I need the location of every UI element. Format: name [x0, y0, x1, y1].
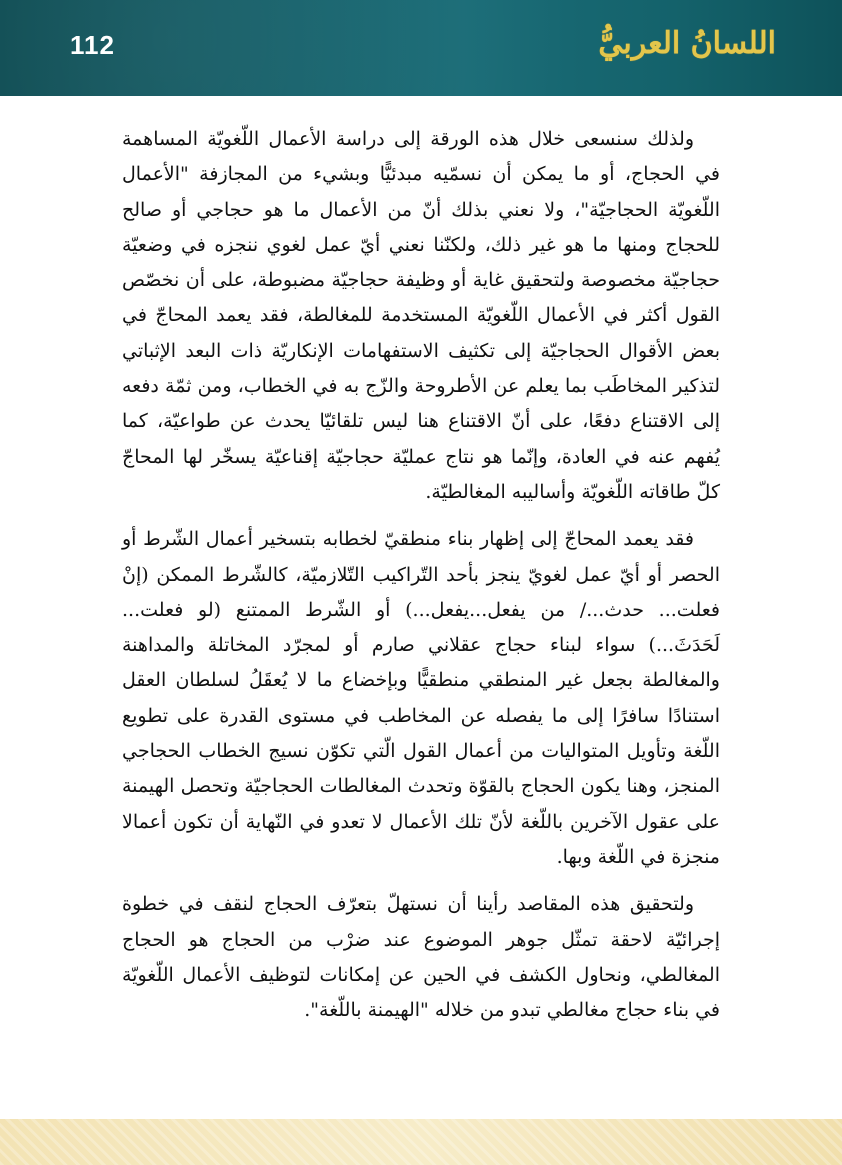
page-number: 112	[70, 30, 115, 60]
paragraph-3: ولتحقيق هذه المقاصد رأينا أن نستهلّ بتعرّف الحجاج لنقف في خطوة إجرائيّة لاحقة تمثّل جوهر الموضوع عند ضرْب من الحجاج هو الحجاج المغالطي، ونحاول الكشف في الحين عن إمكانات لتوظيف الأعمال اللّغويّة في بناء حجاج مغالطي تبدو من خلاله "الهيمنة باللّغة".	[122, 893, 720, 1022]
page-footer-band	[0, 1119, 842, 1165]
page-header	[0, 0, 842, 96]
paragraph-2: فقد يعمد المحاجّ إلى إظهار بناء منطقيّ لخطابه بتسخير أعمال الشّرط أو الحصر أو أيّ عمل لغويّ ينجز بأحد التّراكيب التّلازميّة، كالشّرط الممكن (إنْ فعلت... حدث.../ من يفعل...يفعل...) أو الشّرط الممتنع (لو فعلت... لَحَدَثَ...) سواء لبناء حجاج عقلاني صارم أو لمجرّد المخاتلة والمداهنة والمغالطة بجعل غير المنطقي منطقيًّا وبإخضاع ما لا يُعقَلُ لسلطان العقل استنادًا سافرًا إلى ما يفصله عن المخاطب في مستوى القدرة على تطويع اللّغة وتأويل المتواليات من أعمال القول الّتي تكوّن نسيج الخطاب الحجاجي المنجز، وهنا يكون الحجاج بالقوّة وتحدث المغالطات الحجاجيّة وتحصل الهيمنة على عقول الآخرين باللّغة لأنّ تلك الأعمال لا تعدو في النّهاية أن تكون أعمالا منجزة في اللّغة وبها.	[122, 528, 720, 868]
journal-logo: اللسانُ العربيُّ	[598, 26, 776, 61]
article-body	[122, 122, 720, 1040]
paragraph-1: ولذلك سنسعى خلال هذه الورقة إلى دراسة الأعمال اللّغويّة المساهمة في الحجاج، أو ما يمكن أن نسمّيه مبدئيًّا وبشيء من المجازفة "الأعمال اللّغويّة الحجاجيّة"، ولا نعني بذلك أنّ من الأعمال ما هو حجاجي أو صالح للحجاج ومنها ما هو غير ذلك، ولكنّنا نعني أيّ عمل لغوي ننجزه في وضعيّة حجاجيّة مخصوصة ولتحقيق غاية أو وظيفة حجاجيّة مضبوطة، على أن نخصّص القول أكثر في الأعمال اللّغويّة المستخدمة للمغالطة، فقد يعمد المحاجّ في بعض الأقوال الحجاجيّة إلى تكثيف الاستفهامات الإنكاريّة ذات البعد الإثباتي لتذكير المخاطَب بما يعلم عن الأطروحة والزّج به في الخطاب، ومن ثمّة دفعه إلى الاقتناع دفعًا، على أنّ الاقتناع هنا ليس تلقائيّا يحدث عن طواعيّة، كما يُفهم عنه في العادة، وإنّما هو نتاج عمليّة حجاجيّة إقناعيّة يسخّر لها المحاجّ كلّ طاقاته اللّغويّة وأساليبه المغالطيّة.	[122, 128, 720, 503]
